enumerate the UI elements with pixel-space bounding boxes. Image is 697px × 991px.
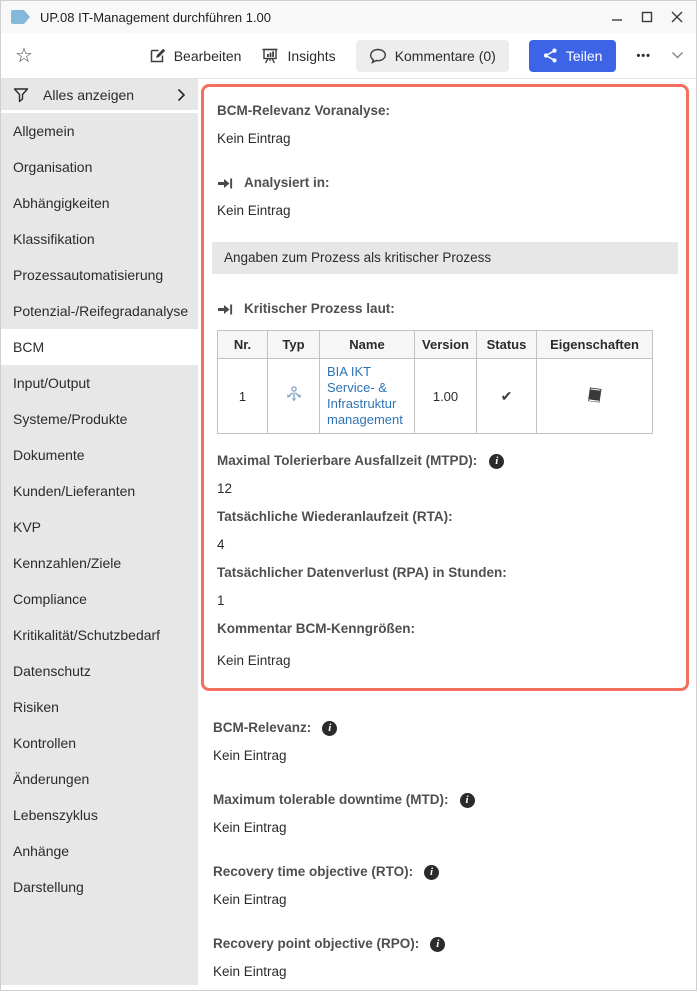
col-name: Name [320,331,415,359]
info-icon[interactable]: i [424,865,439,880]
section-header-kritischer-prozess: Angaben zum Prozess als kritischer Prozess [212,242,678,274]
field-bcm-relevanz-voranalyse [217,102,673,148]
field-bcm-relevanz [213,719,689,765]
col-typ: Typ [268,331,320,359]
favorite-star-icon[interactable]: ☆ [15,44,33,67]
share-button[interactable] [529,40,617,72]
field-analysiert-in [217,174,673,220]
sidebar-item-bcm[interactable]: BCM [1,329,198,365]
check-icon: ✔ [500,387,513,404]
sidebar-filter-all[interactable] [1,79,198,113]
sidebar-item-abhaengigkeiten[interactable]: Abhängigkeiten [13,195,110,211]
sign-in-arrow-icon [217,176,233,191]
field-label: BCM-Relevanz Voranalyse: [217,103,391,118]
field-label: Analysiert in: [244,175,330,190]
chevron-down-icon[interactable] [671,51,684,60]
field-rto [213,863,689,909]
cell-status [477,359,537,434]
info-icon[interactable]: i [430,937,445,952]
sidebar-item-risiken[interactable]: Risiken [13,699,59,715]
window-title: UP.08 IT-Management durchführen 1.00 [40,9,272,25]
kommentar-label-row [217,620,673,638]
critical-process-table [217,330,653,434]
table-header-row [218,331,653,359]
info-icon[interactable]: i [460,793,475,808]
rpa-label-row [217,564,673,582]
col-nr: Nr. [218,331,268,359]
sidebar-filter-label: Alles anzeigen [43,86,135,103]
sidebar-item-anhaenge[interactable]: Anhänge [13,843,70,859]
field-label: Tatsächliche Wiederanlaufzeit (RTA): [217,509,453,524]
sidebar-item-potenzial-reifegradanalyse[interactable]: Potenzial-/Reifegradanalyse [13,303,189,319]
sidebar-item-dokumente[interactable]: Dokumente [13,447,85,463]
filter-icon [13,87,30,103]
field-mtd [213,791,689,837]
field-value: Kein Eintrag [217,131,291,146]
sidebar-item-systeme-produkte[interactable]: Systeme/Produkte [13,411,128,427]
process-link[interactable]: BIA IKT Service- & Infrastruktur management [327,364,403,427]
field-label: Kommentar BCM-Kenngrößen: [217,621,415,636]
titlebar [1,1,696,33]
highlighted-bcm-section [201,84,689,691]
mtpd-value: 12 [217,481,233,496]
toolbar [1,33,696,79]
process-type-icon [284,385,304,404]
field-label: BCM-Relevanz: [213,720,312,735]
cell-eigenschaften [537,359,653,434]
comments-label: Kommentare (0) [394,47,496,64]
col-status: Status [477,331,537,359]
sidebar-item-klassifikation[interactable]: Klassifikation [13,231,95,247]
cell-nr: 1 [218,359,268,434]
sidebar-item-allgemein[interactable]: Allgemein [13,123,75,139]
more-options-icon[interactable]: ••• [636,49,651,62]
field-label: Tatsächlicher Datenverlust (RPA) in Stunden: [217,565,507,580]
kommentar-value: Kein Eintrag [217,653,291,668]
sidebar-item-kritikalitaet-schutzbedarf[interactable]: Kritikalität/Schutzbedarf [13,627,161,643]
cell-typ [268,359,320,434]
share-icon [543,48,558,63]
sidebar [1,79,198,985]
book-icon[interactable] [585,386,605,404]
field-label: Maximal Tolerierbare Ausfallzeit (MTPD): [217,453,478,468]
window-controls [610,10,684,24]
rta-label-row [217,508,673,526]
field-rpo [213,935,689,981]
insights-button[interactable] [261,47,335,64]
field-value: Kein Eintrag [213,892,287,907]
sidebar-item-kvp[interactable]: KVP [13,519,42,535]
insights-chart-icon [261,47,279,64]
field-value: Kein Eintrag [213,748,287,763]
table-row [218,359,653,434]
edit-label: Bearbeiten [173,47,242,64]
field-label: Recovery point objective (RPO): [213,936,420,951]
sidebar-item-kontrollen[interactable]: Kontrollen [13,735,77,751]
sidebar-item-prozessautomatisierung[interactable]: Prozessautomatisierung [13,267,164,283]
cell-version: 1.00 [415,359,477,434]
main-content [198,79,696,990]
field-value: Kein Eintrag [213,820,287,835]
edit-button[interactable] [149,47,242,64]
sidebar-item-input-output[interactable]: Input/Output [13,375,91,391]
process-app-icon [11,10,31,24]
rpa-value: 1 [217,593,225,608]
comment-bubble-icon [369,48,387,64]
rta-value: 4 [217,537,225,552]
sidebar-item-datenschutz[interactable]: Datenschutz [13,663,91,679]
sidebar-item-organisation[interactable]: Organisation [13,159,93,175]
field-label: Kritischer Prozess laut: [244,301,395,316]
sidebar-item-kunden-lieferanten[interactable]: Kunden/Lieferanten [13,483,136,499]
insights-label: Insights [287,47,336,64]
chevron-right-icon [177,88,186,102]
sidebar-item-aenderungen[interactable]: Änderungen [13,771,90,787]
sidebar-item-compliance[interactable]: Compliance [13,591,87,607]
sidebar-item-darstellung[interactable]: Darstellung [13,879,84,895]
col-version: Version [415,331,477,359]
sign-in-arrow-icon [217,302,233,317]
sidebar-item-lebenszyklus[interactable]: Lebenszyklus [13,807,98,823]
field-kritischer-prozess-laut [217,300,673,434]
field-label: Recovery time objective (RTO): [213,864,414,879]
sidebar-item-kennzahlen-ziele[interactable]: Kennzahlen/Ziele [13,555,122,571]
cell-name [320,359,415,434]
field-value: Kein Eintrag [213,964,287,979]
minimize-icon[interactable] [610,10,624,24]
mtpd-label-row [217,452,673,470]
field-value: Kein Eintrag [217,203,291,218]
field-label: Maximum tolerable downtime (MTD): [213,792,449,807]
comments-button[interactable] [356,40,509,72]
close-icon[interactable] [670,10,684,24]
info-icon[interactable]: i [489,454,504,469]
col-eigenschaften: Eigenschaften [537,331,653,359]
bcm-extra-fields [213,719,689,981]
toolbar-actions [149,40,684,72]
info-icon[interactable]: i [322,721,337,736]
edit-icon [149,47,166,64]
window-body [1,79,696,990]
share-label: Teilen [565,47,603,64]
maximize-icon[interactable] [640,10,654,24]
